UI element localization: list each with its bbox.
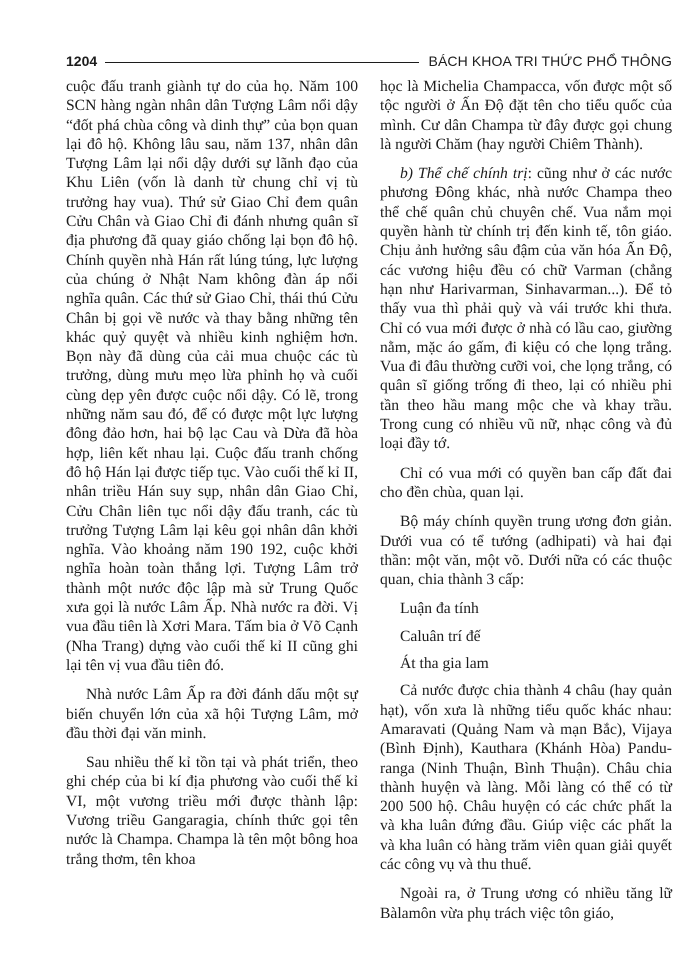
section-heading: b) Thể chế chính trị bbox=[400, 165, 528, 183]
paragraph: Chỉ có vua mới có quyền ban cấp đất đai cho đền chùa, quan lại. bbox=[380, 464, 672, 501]
paragraph: Ngoài ra, ở Trung ương có nhiều tăng lữ Bàlamôn vừa phụ trách việc tôn giáo, bbox=[380, 885, 672, 922]
section-text: : cũng như ở các nước phương Đông khác, nhà nước Champa theo thể chế quân chủ chuyên chế. Vua nắm mọi quyền hành từ chính trị đến kinh tế, tôn giáo. Chịu ảnh hưởng sâu đậm của văn hóa Ấn Độ, các vương hiệu đều có chữ Varman (chẳng hạn như Harivarman, Sinhavarman...). Để tỏ thấy vua thì phải quỳ và vái trước khi thưa. Chỉ có vua mới được ở nhà có lầu cao, giường nằm, mặc áo gấm, đi kiệu có che lọng trắng. Vua đi đâu thường cưỡi voi, che lọng trắng, có quân sĩ giống trống đi theo, lại có nhiều phi tần theo hầu mang mộc che và khay trầu. Trong cung có nhiều vũ nữ, nhạc công và đủ loại đầy tớ. bbox=[380, 165, 672, 453]
rank-item: Át tha gia lam bbox=[400, 655, 489, 673]
right-column bbox=[380, 77, 672, 933]
paragraph: Sau nhiều thế kỉ tồn tại và phát triển, theo ghi chép của bi kí địa phương vào cuối thế kỉ VI, một vương triều mới được thành lập: Vương triều Gangaragia, chính thức gọi tên nước là Champa. Champa là tên một bông hoa trắng thơm, tên khoa bbox=[66, 754, 358, 868]
paragraph: Bộ máy chính quyền trung ương đơn giản. Dưới vua có tể tướng (adhipati) và hai đại thần: một văn, một võ. Dưới nữa có các thuộc quan, chia thành 3 cấp: bbox=[380, 513, 672, 589]
page-number: 1204 bbox=[66, 53, 98, 69]
paragraph: cuộc đấu tranh giành tự do của họ. Năm 100 SCN hàng ngàn nhân dân Tượng Lâm nổi dậy “đốt phá chùa công và dinh thự” của bọn quan lại đô hộ. Không lâu sau, năm 137, nhân dân Tượng Lâm lại nổi dậy dưới sự lãnh đạo của Khu Liên (vốn là danh từ chung chỉ vị tù trưởng hay vua). Thứ sử Giao Chỉ đem quân Cửu Chân và Giao Chỉ đi đánh nhưng quân sĩ địa phương đã quay giáo chống lại bọn đô hộ. Chính quyền nhà Hán rất lúng túng, lực lượng của chúng ở Nhật Nam không đàn áp nổi nghĩa quân. Các thứ sử Giao Chỉ, thái thú Cửu Chân bị gọi về nước và thay bằng những tên khác quỷ quyệt và nhiều kinh nghiệm hơn. Bọn này đã dùng của cải mua chuộc các tù trưởng, dùng mưu mẹo lừa phỉnh họ và cuối cùng dẹp yên được cuộc nổi dậy. Có lẽ, trong những năm sau đó, để có được một lực lượng đông đảo hơn, hai bộ lạc Cau và Dừa đã hòa hợp, liên kết nhau lại. Cuộc đấu tranh chống đô hộ Hán lại được tiếp tục. Vào cuối thế kỉ II, nhân triều Hán suy sụp, nhân dân Giao Chỉ, Cửu Chân liên tục nổi dậy đấu tranh, các tù trưởng Tượng Lâm lại kêu gọi nhân dân khởi nghĩa. Vào khoảng năm 190 192, cuộc khởi nghĩa hoàn toàn thắng lợi. Tượng Lâm trở thành một nước độc lập mà sử Trung Quốc xưa gọi là nước Lâm Ấp. Nhà nước ra đời. Vị vua đầu tiên là Xơri Mara. Tấm bia ở Võ Cạnh (Nha Trang) dựng vào cuối thế kỉ II cũng ghi lại tên vị vua đầu tiên đó. bbox=[66, 78, 358, 674]
paragraph: Nhà nước Lâm Ấp ra đời đánh dấu một sự biến chuyển lớn của xã hội Tượng Lâm, mở đầu thời đại văn minh. bbox=[66, 686, 358, 742]
paragraph-continuation: học là Michelia Champacca, vốn được một số tộc người ở Ấn Độ đặt tên cho tiểu quốc của mình. Cư dân Champa từ đây được gọi chung là người Chăm (hay người Chiêm Thành). bbox=[380, 78, 672, 153]
left-column bbox=[66, 77, 358, 879]
rank-item: Caluân trí đế bbox=[400, 627, 481, 645]
section-political-system bbox=[380, 164, 672, 453]
running-title: BÁCH KHOA TRI THỨC PHỔ THÔNG bbox=[428, 53, 672, 69]
header-rule bbox=[105, 62, 418, 63]
page-header bbox=[66, 50, 672, 72]
rank-item: Luận đa tính bbox=[400, 600, 479, 618]
paragraph: Cả nước được chia thành 4 châu (hay quản hạt), vốn xưa là những tiểu quốc khác nhau: Amaravati (Quảng Nam và mạn Bắc), Vijaya (Bình Định), Kauthara (Khánh Hòa) Pandu-ranga (Ninh Thuận, Bình Thuận). Châu chia thành huyện và làng. Mỗi làng có thể có từ 200 500 hộ. Châu huyện có các chức phất la và kha luân đứng đầu. Giúp việc các phất la và kha luân có hàng trăm viên quan giải quyết các công vụ và thu thuế. bbox=[380, 682, 672, 873]
